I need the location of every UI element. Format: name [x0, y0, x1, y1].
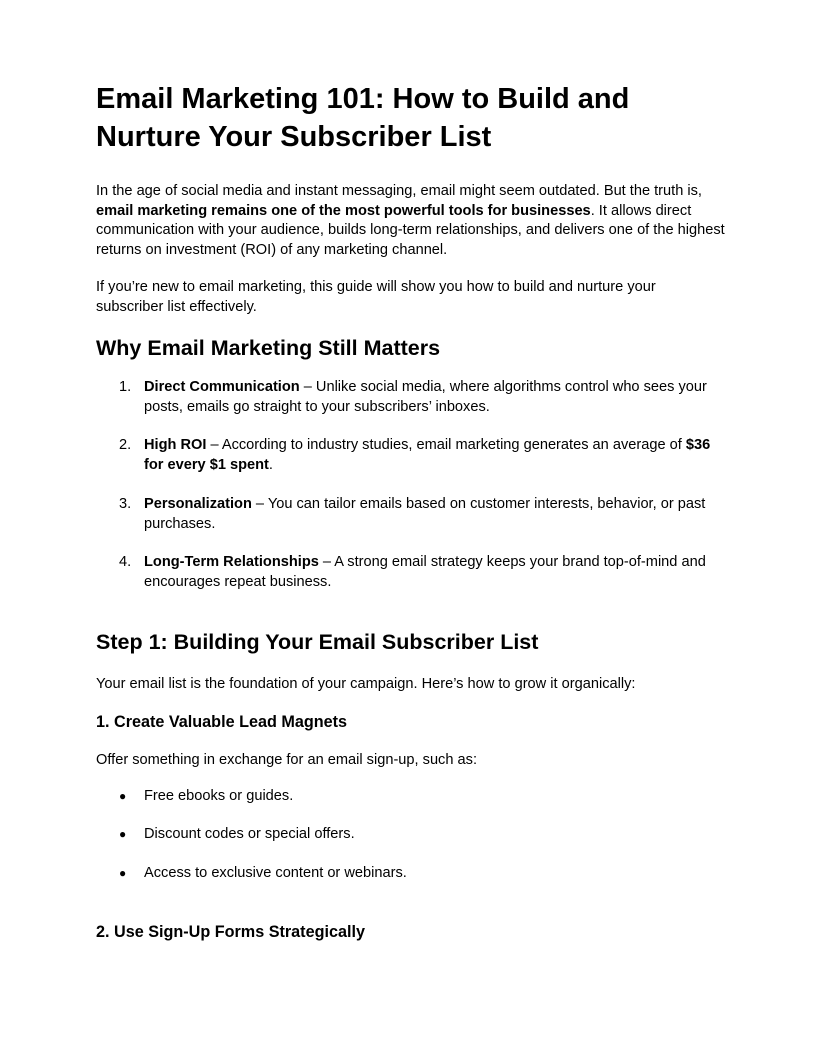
- page-title: Email Marketing 101: How to Build and Nurture Your Subscriber List: [96, 83, 630, 153]
- list-number: 1.: [119, 379, 132, 395]
- subheading-signup-forms: 2. Use Sign-Up Forms Strategically: [96, 923, 365, 941]
- intro-text-start: In the age of social media and instant messaging, email might seem outdated. But the truth is,: [96, 183, 702, 199]
- section-heading-step1: Step 1: Building Your Email Subscriber List: [96, 630, 539, 654]
- list-item-tail: .: [268, 456, 273, 473]
- subheading-lead-magnets: 1. Create Valuable Lead Magnets: [96, 713, 348, 731]
- list-item-term: Long-Term Relationships: [144, 554, 319, 570]
- step1-intro: Your email list is the foundation of your campaign. Here’s how to grow it organically:: [96, 676, 636, 692]
- section-heading-why: Why Email Marketing Still Matters: [96, 336, 441, 360]
- intro-text-bold: email marketing remains one of the most powerful tools for businesses: [96, 202, 591, 219]
- list-number: 3.: [119, 496, 132, 512]
- list-item-term: Direct Communication: [144, 379, 300, 395]
- list-item-highlight: $36 for every $1 spent: [144, 437, 711, 473]
- list-item-term: High ROI: [144, 437, 207, 453]
- list-item-text: [144, 495, 724, 534]
- list-item-text: [144, 436, 724, 475]
- list-item-text: [144, 378, 724, 417]
- list-number: 2.: [119, 437, 132, 453]
- bullet-mark: ●: [119, 827, 127, 841]
- list-item-description: – Unlike social media, where algorithms control who sees your posts, emails go straight to your subscribers’ inboxes.: [144, 379, 707, 415]
- lead-magnets-intro: Offer something in exchange for an email sign-up, such as:: [96, 752, 477, 768]
- bullet-text: Access to exclusive content or webinars.: [144, 865, 407, 881]
- list-item-text: [144, 553, 724, 592]
- list-number: 4.: [119, 554, 132, 570]
- list-item-description: – You can tailor emails based on customer interests, behavior, or past purchases.: [144, 496, 706, 532]
- bullet-mark: ●: [119, 789, 127, 803]
- list-item-term: Personalization: [144, 496, 252, 512]
- list-item-description: – According to industry studies, email marketing generates an average of: [206, 437, 686, 453]
- bullet-text: Free ebooks or guides.: [144, 788, 294, 804]
- list-item-description: – A strong email strategy keeps your brand top-of-mind and encourages repeat business.: [144, 554, 706, 590]
- bullet-text: Discount codes or special offers.: [144, 826, 355, 842]
- bullet-mark: ●: [119, 866, 127, 880]
- intro-paragraph-1: [96, 182, 726, 260]
- intro-paragraph-2: If you’re new to email marketing, this guide will show you how to build and nurture your subscriber list effectively.: [96, 279, 656, 315]
- intro-text-end: . It allows direct communication with your audience, builds long-term relationships, and delivers one of the highest returns on investment (ROI) of any marketing channel.: [96, 202, 725, 258]
